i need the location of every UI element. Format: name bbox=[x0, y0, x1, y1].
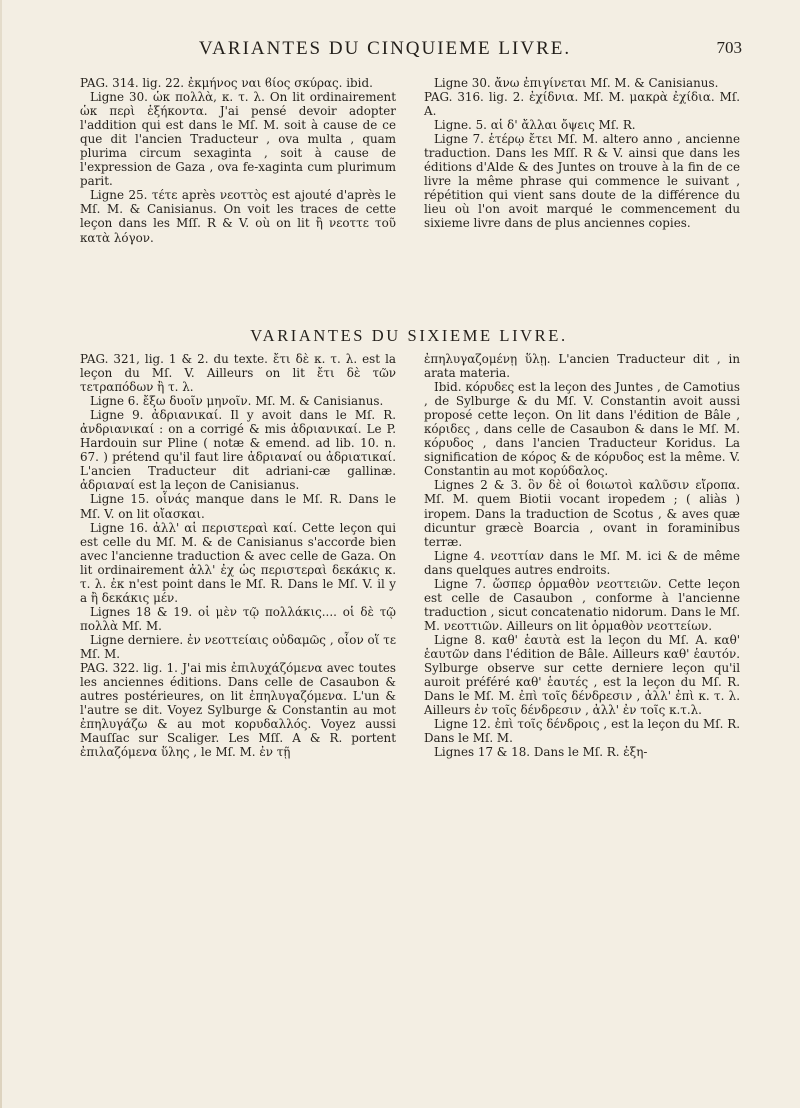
variant-entry: Ligne 7. ἑτέρῳ ἔτει Mſ. M. altero anno , ancienne traduction. Dans les Mſſ. R & V. ainsi que dans les éditions d'Alde & des Juntes on trouve à la fin de ce livre la même phrase qui commence le suivant , répétition qui vient sans doute de la différence du lieu où l'on avoit marqué le commencement du sixieme livre dans de plus anciennes copies. bbox=[424, 132, 740, 231]
variant-entry: Ligne 8. καθ' ἑαυτὰ est la leçon du Mſ. A. καθ' ἑαυτῶν dans l'édition de Bâle. Ailleurs καθ' ἑαυτόν. Sylburge observe sur cette derniere leçon qu'il auroit préféré καθ' ἑαυτές , est la leçon du Mſ. R. Dans le Mſ. M. ἐπὶ τοῖς δένδρεσιν , ἀλλ' ἐπὶ κ. τ. λ. Ailleurs ἐν τοῖς δένδρεσιν , ἀλλ' ἐν τοῖς κ.τ.λ. bbox=[424, 632, 740, 718]
left-column-sixth bbox=[80, 352, 396, 759]
section-heading-sixth-book: VARIANTES DU SIXIEME LIVRE. bbox=[250, 326, 568, 345]
variant-entry: Ligne 30. ὡκ πολλὰ, κ. τ. λ. On lit ordinairement ὡκ περὶ ἑξήκοντα. J'ai pensé devoir adopter l'addition qui est dans le Mſ. M. soit à cause de ce que dit l'ancien Traducteur , ova multa , quam plurima circum sexaginta , soit à cause de l'expression de Gaza , ova fe-xaginta cum plurimum parit. bbox=[80, 90, 396, 189]
variant-entry: Ligne 9. ἀδριανικαί. Il y avoit dans le Mſ. R. ἀνδριανικαί : on a corrigé & mis ἀδριανικαί. Le P. Hardouin sur Pline ( notæ & emend. ad lib. 10. n. 67. ) prétend qu'il faut lire ἀδριαναί ou ἀδριατικαί. L'ancien Traducteur dit adriani-cæ gallinæ. ἀδριαναί est la leçon de Canisianus. bbox=[80, 408, 396, 493]
variant-entry: Ligne 4. νεοττίαν dans le Mſ. M. ici & de même dans quelques autres endroits. bbox=[424, 548, 740, 577]
variant-entry: PAG. 316. lig. 2. ἐχίδνια. Mſ. M. μακρὰ ἐχίδια. Mſ. A. bbox=[424, 90, 740, 119]
variant-entry: Ligne. 5. αἱ δ' ἄλλαι ὄψεις Mſ. R. bbox=[434, 118, 636, 133]
variant-entry: PAG. 322. lig. 1. J'ai mis ἐπιλυχάζόμενα avec toutes les anciennes éditions. Dans celle de Casaubon & autres postérieures, on lit ἐπηλυγαζόμενα. L'un & l'autre se dit. Voyez Sylburge & Constantin au mot ἐπηλυγάζω & au mot κορυδαλλός. Voyez aussi Mauſſac sur Scaliger. Les Mſſ. A & R. portent ἐπιλαζόμενα ὕλης , le Mſ. M. ἐν τῇ bbox=[80, 661, 396, 760]
variant-entry: Lignes 18 & 19. οἱ μὲν τῷ πολλάκις.... οἱ δὲ τῷ πολλὰ Mſ. M. bbox=[80, 604, 396, 633]
page-edge bbox=[0, 0, 2, 1108]
variant-entry: Lignes 2 & 3. ὃν δὲ οἱ ϐοιωτοὶ καλῦσιν εἴροπα. Mſ. M. quem Biotii vocant iropedem ; ( aliàs ) iropem. Dans la traduction de Scotus , & aves quæ dicuntur græcè Boarcia , ovant in foraminibus terræ. bbox=[424, 478, 740, 549]
variant-entry: Ligne derniere. ἐν νεοττείαις οὐδαμῶς , οἷον οἵ τε Mſ. M. bbox=[80, 632, 396, 661]
variant-entry: ἐπηλυγαζομένῃ ὕλῃ. L'ancien Traducteur dit , in arata materia. bbox=[424, 352, 740, 381]
variant-entry: Ligne 30. ἄνω ἐπιγίνεται Mſ. M. & Canisianus. bbox=[434, 76, 719, 90]
variant-entry: Ligne 16. ἀλλ' αἱ περιστεραὶ καί. Cette leçon qui est celle du Mſ. M. & de Canisianus s'accorde bien avec l'ancienne traduction & avec celle de Gaza. On lit ordinairement ἀλλ' ἐχ ὡς περιστεραὶ δεκάκις κ. τ. λ. ἐκ n'est point dans le Mſ. R. Dans le Mſ. V. il y a ἢ δεκάκις μέν. bbox=[80, 520, 396, 605]
variant-entry: PAG. 321, lig. 1 & 2. du texte. ἔτι δὲ κ. τ. λ. est la leçon du Mſ. V. Ailleurs on lit ἔτι δὲ τῶν τετραπόδων ἢ τ. λ. bbox=[80, 352, 396, 395]
running-title: VARIANTES DU CINQUIEME LIVRE. bbox=[198, 38, 572, 59]
variant-entry: Ligne 25. τέτε après νεοττὸς est ajouté d'après le Mſ. M. & Canisianus. On voit les traces de cette leçon dans les Mſſ. R & V. où on lit ἢ νεοττε τοῦ κατὰ λόγον. bbox=[80, 188, 396, 245]
variant-entry: Ligne 12. ἐπὶ τοῖς δένδροις , est la leçon du Mſ. R. Dans le Mſ. M. bbox=[424, 717, 740, 746]
right-column-sixth bbox=[424, 352, 740, 759]
page-number: 703 bbox=[716, 38, 742, 57]
variant-entry: Ibid. κόρυδες est la leçon des Juntes , de Camotius , de Sylburge & du Mſ. V. Constantin avoit aussi proposé cette leçon. On lit dans l'édition de Bâle , κόριδες , dans celle de Casaubon & dans le Mſ. M. κόρυδος , dans l'ancien Traducteur Koridus. La signification de κόρος & de κόρυδος est la même. V. Constantin au mot κορύδαλος. bbox=[424, 380, 740, 479]
page-header bbox=[78, 38, 742, 68]
section-fifth-book bbox=[80, 76, 740, 326]
variant-entry: Ligne 15. οἷνάς manque dans le Mſ. R. Dans le Mſ. V. on lit οἴασκαι. bbox=[80, 492, 396, 521]
left-column-fifth bbox=[80, 76, 396, 245]
variant-entry: Lignes 17 & 18. Dans le Mſ. R. ἐξη- bbox=[434, 745, 648, 760]
variant-entry: PAG. 314. lig. 22. ἐκμήνος ναι ϐίος σκύρας. ibid. bbox=[80, 76, 373, 90]
variant-entry: Ligne 7. ὥσπερ ὁρμαθὸν νεοττειῶν. Cette leçon est celle de Casaubon , conforme à l'ancienne traduction , sicut concatenatio nidorum. Dans le Mſ. M. νεοττιῶν. Ailleurs on lit ὁρμαθὸν νεοττείων. bbox=[424, 576, 740, 633]
right-column-fifth bbox=[424, 76, 740, 231]
variant-entry: Ligne 6. ἔξω δυοῖν μηνοῖν. Mſ. M. & Canisianus. bbox=[90, 394, 384, 409]
section-sixth-book bbox=[80, 352, 740, 1092]
